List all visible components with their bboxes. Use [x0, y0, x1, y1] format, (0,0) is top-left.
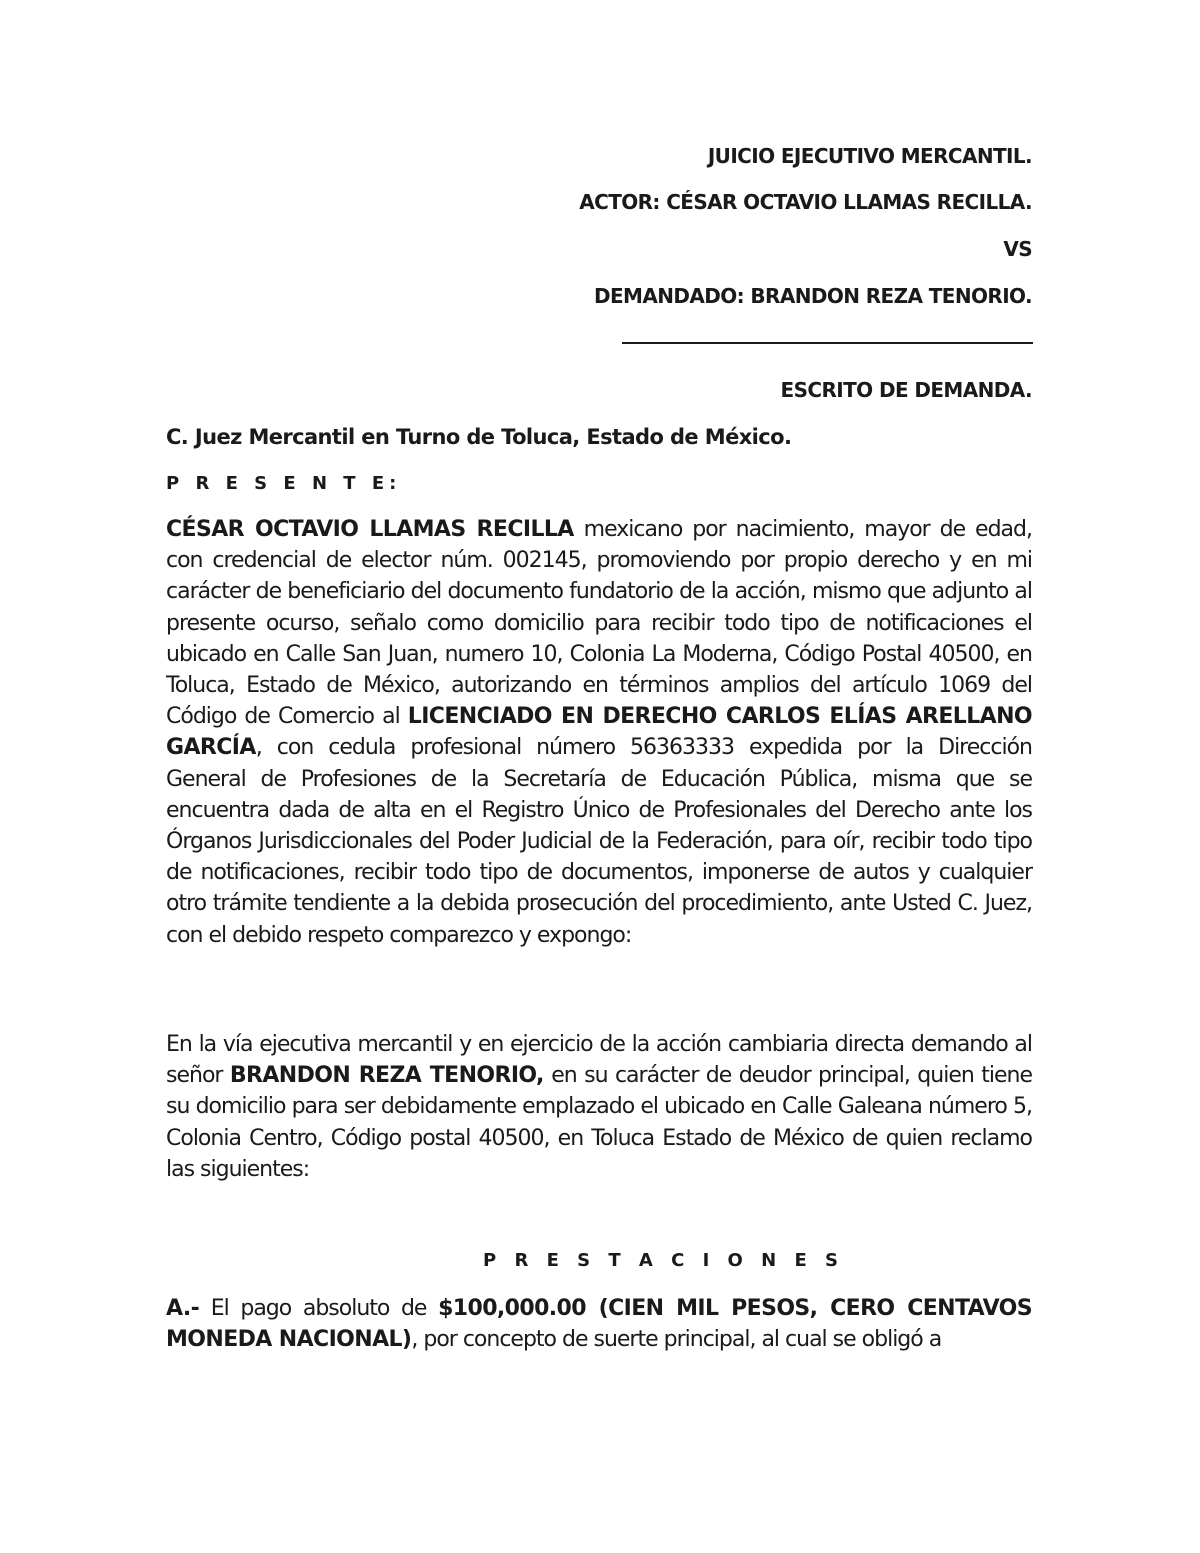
item-a-paragraph: [166, 1293, 1032, 1355]
header-divider: [622, 342, 1033, 344]
presente-line: P R E S E N T E:: [166, 473, 402, 494]
case-type-heading: JUICIO EJECUTIVO MERCANTIL.: [707, 144, 1032, 168]
claim-paragraph: [166, 1029, 1032, 1185]
actor-name: CÉSAR OCTAVIO LLAMAS RECILLA: [166, 517, 574, 542]
lawyer-name: LICENCIADO EN DERECHO CARLOS ELÍAS ARELLANO GARCÍA: [166, 704, 1032, 761]
claim-text-1: En la vía ejecutiva mercantil y en ejercicio de la acción cambiaria directa demando al señor: [166, 1032, 1032, 1089]
item-a-text-1: El pago absoluto de: [199, 1296, 439, 1321]
item-a-label: A.-: [166, 1296, 200, 1321]
actor-heading: ACTOR: CÉSAR OCTAVIO LLAMAS RECILLA.: [579, 190, 1032, 214]
prestaciones-title: P R E S T A C I O N E S: [483, 1250, 844, 1271]
intro-text-2: , con cedula profesional número 56363333 expedida por la Dirección General de Profesiones de la Secretaría de Educación Pública, misma que se encuentra dada de alta en el Registro Único de Profesionales del Derecho ante los Órganos Jurisdiccionales del Poder Judicial de la Federación, para oír, recibir todo tipo de notificaciones, recibir todo tipo de documentos, imponerse de autos y cualquier otro trámite tendiente a la debida prosecución del procedimiento, ante Usted C. Juez, con el debido respeto comparezco y expongo:: [166, 735, 1032, 948]
document-type-heading: ESCRITO DE DEMANDA.: [780, 378, 1032, 402]
addressee-line: C. Juez Mercantil en Turno de Toluca, Estado de México.: [166, 425, 792, 449]
intro-paragraph: [166, 514, 1032, 951]
vs-heading: VS: [1003, 237, 1032, 261]
intro-text-1: mexicano por nacimiento, mayor de edad, con credencial de elector núm. 002145, promoviendo por propio derecho y en mi carácter de beneficiario del documento fundatorio de la acción, mismo que adjunto al presente ocurso, señalo como domicilio para recibir todo tipo de notificaciones el ubicado en Calle San Juan, numero 10, Colonia La Moderna, Código Postal 40500, en Toluca, Estado de México, autorizando en términos amplios del artículo 1069 del Código de Comercio al: [166, 517, 1032, 730]
item-a-amount: $100,000.00 (CIEN MIL PESOS, CERO CENTAVOS MONEDA NACIONAL): [166, 1296, 1032, 1353]
defendant-heading: DEMANDADO: BRANDON REZA TENORIO.: [593, 284, 1032, 308]
claim-text-2: en su carácter de deudor principal, quien tiene su domicilio para ser debidamente emplazado el ubicado en Calle Galeana número 5, Colonia Centro, Código postal 40500, en Toluca Estado de México de quien reclamo las siguientes:: [166, 1063, 1032, 1182]
item-a-text-2: , por concepto de suerte principal, al cual se obligó a: [411, 1327, 942, 1353]
defendant-name: BRANDON REZA TENORIO,: [229, 1063, 544, 1089]
